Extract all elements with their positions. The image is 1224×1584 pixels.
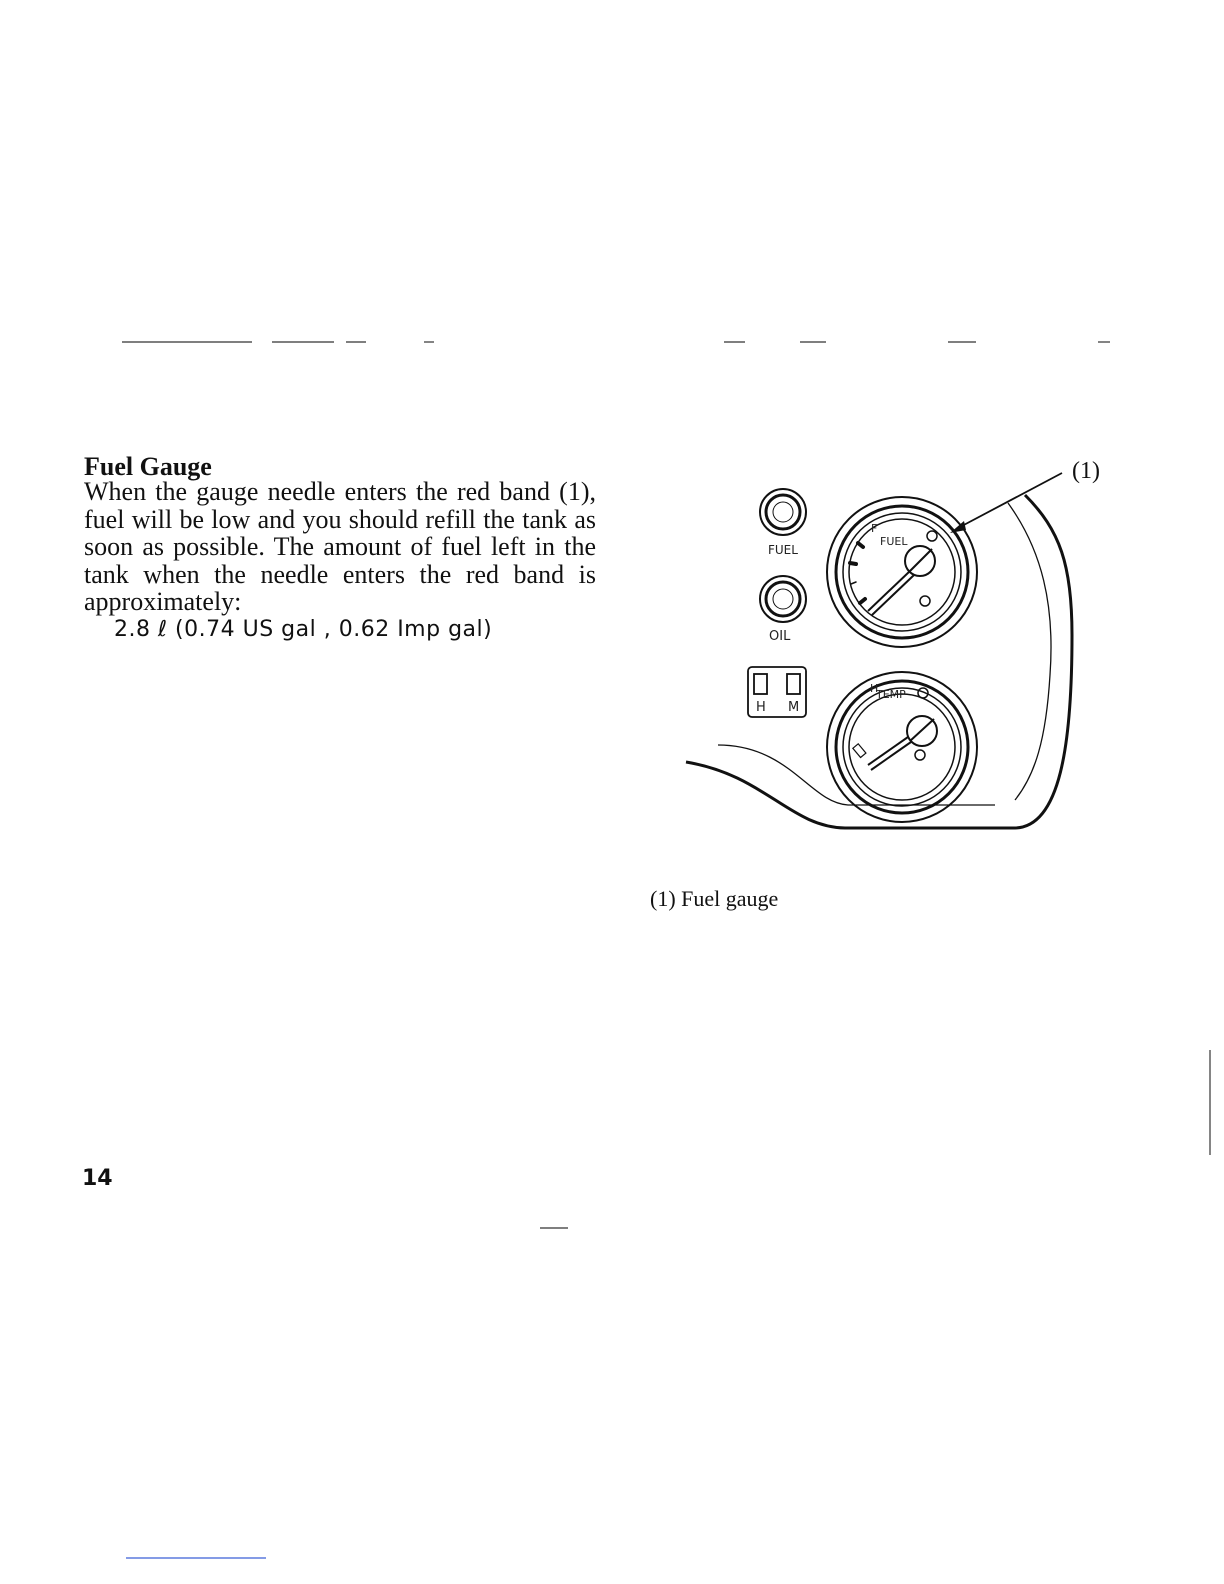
page-number: 14 (82, 1166, 113, 1191)
section-title: Fuel Gauge (84, 452, 212, 481)
temp-gauge-name-label: TEMP (876, 688, 906, 701)
fuel-light-label: FUEL (768, 543, 798, 557)
fuel-gauge (827, 497, 977, 647)
instrument-cluster-illustration (670, 455, 1120, 835)
fuel-gauge-name-label: FUEL (880, 535, 908, 548)
fuel-gauge-full-mark: F (871, 522, 878, 535)
switch-m-label: M (788, 700, 800, 715)
fuel-reserve-amount: 2.8 ℓ (0.74 US gal , 0.62 Imp gal) (114, 617, 493, 642)
figure-caption: (1) Fuel gauge (650, 886, 779, 911)
switch-h-label: H (756, 700, 766, 715)
oil-light-label: OIL (769, 629, 791, 644)
oil-indicator-light (760, 576, 806, 622)
fuel-indicator-light (760, 489, 806, 535)
callout-label: (1) (1072, 458, 1100, 484)
temperature-gauge-needle (868, 716, 937, 770)
meter-housing-outline (686, 495, 1072, 828)
temp-gauge-hot-mark: H (870, 682, 879, 695)
section-paragraph: When the gauge needle enters the red band (1), fuel will be low and you should refill the tank as soon as possible. The amount of fuel left in the tank when the needle enters the red band is approximately: (84, 477, 596, 616)
fuel-gauge-needle (868, 546, 935, 615)
callout-leader (950, 473, 1062, 533)
